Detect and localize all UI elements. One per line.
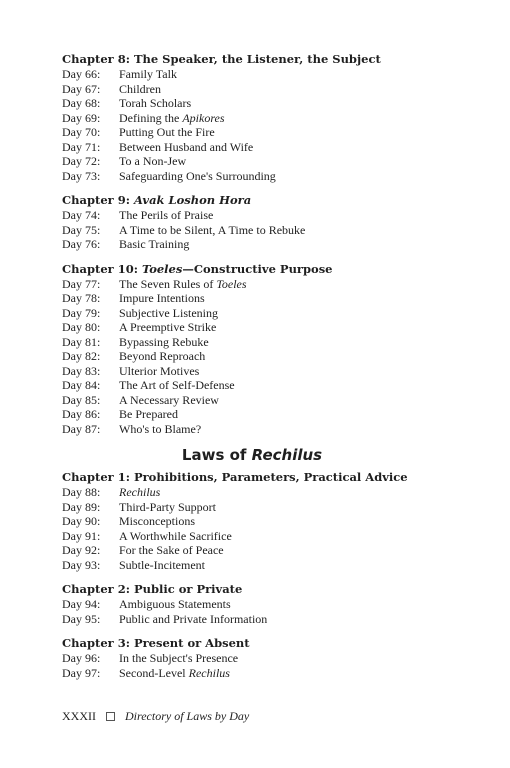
law-title-text: A Worthwhile Sacrifice [119,528,232,543]
law-title-text: A Time to be Silent, A Time to Rebuke [119,222,306,237]
law-title-text: The Art of Self-Defense [119,378,235,392]
law-title [119,111,225,126]
law-title-text: Second-Level [119,665,189,680]
chapter-heading-text: Chapter 3: Present or Absent [62,636,250,650]
day-entry [62,111,462,126]
day-entry [62,208,462,223]
day-label: Day 94: [62,597,101,611]
day-entry [62,125,462,140]
law-title [119,407,178,422]
day-label: Day 74: [62,208,101,222]
chapter-heading-text: Chapter 9: [62,193,134,207]
law-title-text: For the Sake of Peace [119,543,224,557]
day-label: Day 69: [62,110,101,125]
chapter-heading-text: Chapter 8: The Speaker, the Listener, the Subject [62,52,381,66]
law-title [119,335,209,350]
day-entry [62,96,462,111]
day-entry [62,407,462,422]
law-title-text: Subtle-Incitement [119,557,205,572]
law-title [119,169,276,184]
day-entry [62,651,462,666]
day-label: Day 73: [62,168,101,183]
chapter-heading-text: —Constructive Purpose [182,261,333,276]
law-title-text: Rechilus [188,665,230,680]
day-entry [62,306,462,321]
chapter-block [62,52,462,183]
law-title [119,597,231,612]
law-title-text: Children [119,81,161,96]
law-title-text: Basic Training [119,237,190,251]
day-entry [62,82,462,97]
day-label: Day 87: [62,421,101,436]
law-title [119,125,215,140]
chapter-heading-text: Chapter 10: [62,261,142,276]
day-entry [62,277,462,292]
law-title [119,364,199,379]
law-title-text: Beyond Reproach [119,349,206,363]
day-entry [62,349,462,364]
law-title [119,666,230,681]
law-title [119,277,247,292]
chapter-block [62,582,462,626]
day-label: Day 82: [62,349,101,363]
directory-page [62,52,462,690]
day-label: Day 85: [62,392,101,407]
day-label: Day 81: [62,334,101,349]
chapter-heading-text: Toeles [141,261,183,276]
day-label: Day 97: [62,665,101,680]
day-label: Day 90: [62,514,101,528]
day-label: Day 89: [62,499,101,514]
page-footer [62,708,249,724]
law-title [119,223,305,238]
chapter-heading [62,193,462,208]
law-title [119,140,253,155]
day-entry [62,67,462,82]
law-title [119,422,201,437]
day-entry [62,335,462,350]
law-title [119,306,218,321]
day-entry [62,140,462,155]
law-title-text: Ambiguous Statements [119,597,231,611]
square-outline-icon [106,712,115,721]
chapter-heading [62,470,462,485]
day-label: Day 88: [62,485,101,499]
law-title [119,543,224,558]
day-label: Day 95: [62,611,101,626]
law-title-text: A Necessary Review [119,392,219,407]
law-title-text: Defining the [119,110,183,125]
day-label: Day 77: [62,276,101,291]
law-title [119,208,213,223]
day-entry [62,485,462,500]
chapter-heading [62,582,462,597]
day-label: Day 71: [62,139,101,154]
day-entry [62,612,462,627]
day-label: Day 79: [62,305,101,320]
day-entry [62,320,462,335]
law-title-text: In the Subject's Presence [119,651,239,665]
law-title-text: The Perils of Praise [119,208,214,222]
day-entry [62,514,462,529]
chapter-block [62,470,462,572]
chapter-heading-text: Avak Loshon Hora [133,193,252,207]
law-title [119,514,195,529]
day-entry [62,169,462,184]
chapter-block [62,636,462,680]
law-title-text: Between Husband and Wife [119,139,254,154]
law-title [119,378,235,393]
chapter-block [62,262,462,437]
law-title [119,612,267,627]
section-title-plain: Laws of [181,446,252,464]
law-title [119,82,161,97]
day-label: Day 83: [62,363,101,378]
law-title-text: The Seven Rules of [119,276,217,291]
day-label: Day 92: [62,543,101,557]
day-entry [62,500,462,515]
day-label: Day 80: [62,320,101,334]
section-title [62,446,462,464]
day-entry [62,223,462,238]
law-title-text: A Preemptive Strike [119,320,217,334]
chapter-heading [62,52,462,67]
law-title-text: Subjective Listening [119,305,218,320]
day-entry [62,558,462,573]
section-title-italic: Rechilus [251,446,323,464]
loshon-hora-chapters [62,52,462,436]
day-entry [62,291,462,306]
chapter-heading-text: Chapter 1: Prohibitions, Parameters, Practical Advice [62,470,408,484]
law-title-text: Family Talk [119,67,177,81]
page-number: XXXII [62,708,96,723]
day-entry [62,543,462,558]
law-title-text: Putting Out the Fire [119,125,215,139]
day-label: Day 96: [62,651,101,665]
law-title [119,96,191,111]
law-title [119,349,205,364]
law-title [119,237,189,252]
law-title [119,485,160,500]
law-title-text: Impure Intentions [119,291,205,305]
law-title [119,500,216,515]
day-entry [62,237,462,252]
day-label: Day 86: [62,407,101,421]
day-entry [62,378,462,393]
day-label: Day 91: [62,528,101,543]
day-entry [62,393,462,408]
day-entry [62,529,462,544]
day-label: Day 75: [62,222,101,237]
law-title [119,67,177,82]
day-label: Day 84: [62,378,101,392]
day-entry [62,597,462,612]
law-title-text: Public and Private Information [119,611,268,626]
day-label: Day 68: [62,96,101,110]
day-entry [62,364,462,379]
day-label: Day 72: [62,154,101,168]
law-title-text: Misconceptions [119,514,195,528]
chapter-block [62,193,462,252]
rechilus-chapters [62,470,462,680]
chapter-heading-text: Chapter 2: Public or Private [62,582,243,596]
chapter-heading [62,262,462,277]
day-label: Day 78: [62,291,101,305]
law-title [119,154,186,169]
law-title-text: Ulterior Motives [119,363,200,378]
law-title-text: Toeles [216,276,247,291]
day-label: Day 93: [62,557,101,572]
law-title-text: Torah Scholars [119,96,192,110]
law-title-text: Bypassing Rebuke [119,334,209,349]
law-title-text: Be Prepared [119,407,178,421]
day-entry [62,422,462,437]
law-title-text: Who's to Blame? [119,421,202,436]
law-title [119,651,238,666]
day-label: Day 67: [62,81,101,96]
law-title-text: Rechilus [119,485,161,499]
law-title [119,393,219,408]
law-title [119,529,232,544]
law-title-text: Safeguarding One's Surrounding [119,168,276,183]
day-entry [62,666,462,681]
day-entry [62,154,462,169]
running-title: Directory of Laws by Day [125,708,250,723]
day-label: Day 70: [62,125,101,139]
day-label: Day 66: [62,67,101,81]
law-title-text: To a Non-Jew [119,154,187,168]
law-title [119,320,216,335]
law-title [119,291,205,306]
day-label: Day 76: [62,237,101,251]
law-title [119,558,205,573]
law-title-text: Apikores [182,110,225,125]
chapter-heading [62,636,462,651]
law-title-text: Third-Party Support [119,499,216,514]
